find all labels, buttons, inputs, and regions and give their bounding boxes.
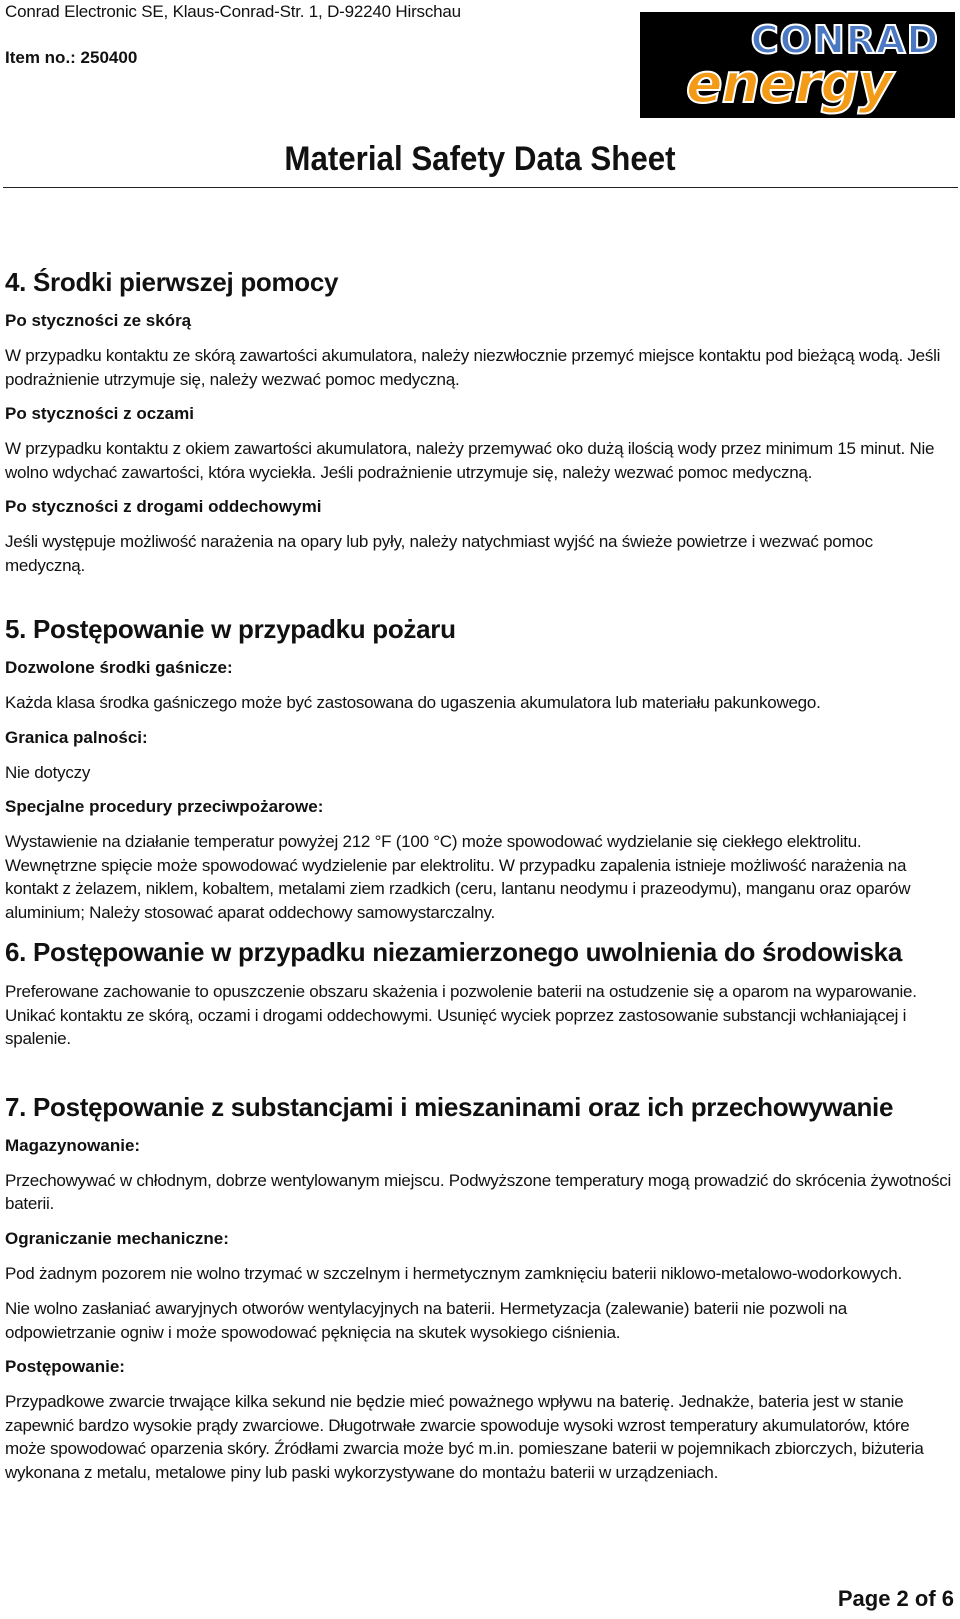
paragraph: Nie dotyczy	[5, 762, 91, 782]
paragraph: Przypadkowe zwarcie trwające kilka sekund nie będzie mieć poważnego wpływu na baterię. Jednakże, bateria jest w stanie zapewnić bardzo wysokie prądy zwarciowe. Długotrwałe zwarcie spowoduje wysoki wzrost temperatury akumulatorów, które może spowodować oparzenia skóry. Źródłami zwarcia może być m.in. pomieszane baterii w pojemnikach zbiorczych, biżuteria wykonana z metalu, metalowe piny lub paski wykorzystywane do montażu baterii w urządzeniach.	[5, 1392, 924, 1482]
paragraph: Przechowywać w chłodnym, dobrze wentylowanym miejscu. Podwyższone temperatury mogą prowadzić do skrócenia żywotności baterii.	[5, 1170, 952, 1213]
section-title: 6. Postępowanie w przypadku niezamierzonego uwolnienia do środowiska	[5, 937, 903, 967]
paragraph: Jeśli występuje możliwość narażenia na opary lub pyły, należy natychmiast wyjść na świeże powietrze i wezwać pomoc medyczną.	[5, 532, 873, 575]
subsection-heading: Ograniczanie mechaniczne:	[5, 1228, 229, 1248]
logo-energy-text: energy	[686, 52, 893, 115]
subsection-heading: Po styczności ze skórą	[5, 311, 192, 330]
subsection-heading: Magazynowanie:	[5, 1135, 141, 1155]
paragraph: W przypadku kontaktu z okiem zawartości akumulatora, należy przemywać oko dużą ilością wody przez minimum 15 minut. Nie wolno wdychać zawartości, która wyciekła. Jeśli podrażnienie utrzymuje się, należy wezwać pomoc medyczną.	[5, 439, 935, 482]
subsection-heading: Postępowanie:	[5, 1357, 125, 1376]
paragraph: Preferowane zachowanie to opuszczenie obszaru skażenia i pozwolenie baterii na ostudzenie się a oparom na wyparowanie. Unikać kontaktu ze skórą, oczami i drogami oddechowymi. Usunięć wyciek poprzez zastosowanie substancji wchłaniającej i spalenie.	[5, 982, 917, 1048]
document-title: Material Safety Data Sheet	[284, 140, 676, 178]
subsection-heading: Specjalne procedury przeciwpożarowe:	[5, 797, 324, 816]
paragraph: Nie wolno zasłaniać awaryjnych otworów wentylacyjnych na baterii. Hermetyzacja (zalewanie) baterii nie pozwoli na odpowietrzanie ogniw i może spowodować pęknięcia na skutek wysokiego ciśnienia.	[5, 1299, 847, 1342]
company-address: Conrad Electronic SE, Klaus-Conrad-Str. 1, D-92240 Hirschau	[5, 2, 461, 21]
conrad-energy-logo	[640, 12, 955, 118]
item-number: Item no.: 250400	[5, 48, 138, 67]
paragraph: Pod żadnym pozorem nie wolno trzymać w szczelnym i hermetycznym zamknięciu baterii niklowo-metalowo-wodorkowych.	[5, 1263, 902, 1283]
section-title: 4. Środki pierwszej pomocy	[5, 267, 339, 297]
section-title: 7. Postępowanie z substancjami i mieszaninami oraz ich przechowywanie	[5, 1091, 894, 1122]
document-body	[5, 266, 953, 1496]
title-divider	[3, 187, 958, 188]
section-title: 5. Postępowanie w przypadku pożaru	[5, 614, 456, 644]
subsection-heading: Granica palności:	[5, 727, 148, 747]
subsection-heading: Dozwolone środki gaśnicze:	[5, 658, 233, 677]
subsection-heading: Po styczności z drogami oddechowymi	[5, 497, 322, 516]
subsection-heading: Po styczności z oczami	[5, 404, 194, 423]
paragraph: W przypadku kontaktu ze skórą zawartości akumulatora, należy niezwłocznie przemyć miejsce kontaktu pod bieżącą wodą. Jeśli podrażnienie utrzymuje się, należy wezwać pomoc medyczną.	[5, 346, 941, 389]
paragraph: Wystawienie na działanie temperatur powyżej 212 °F (100 °C) może spowodować wydzielanie się ciekłego elektrolitu. Wewnętrzne spięcie może spowodować wydzielenie par elektrolitu. W przypadku zapalenia istnieje możliwość narażenia na kontakt z żelazem, niklem, kobaltem, metalami ziem rzadkich (ceru, lantanu neodymu i prazeodymu), manganu oraz oparów aluminium; Należy stosować aparat oddechowy samowystarczalny.	[5, 832, 911, 922]
page-number: Page 2 of 6	[837, 1586, 954, 1611]
logo-conrad-text: CONRAD	[750, 18, 939, 62]
paragraph: Każda klasa środka gaśniczego może być zastosowana do ugaszenia akumulatora lub materiału pakunkowego.	[5, 693, 821, 712]
